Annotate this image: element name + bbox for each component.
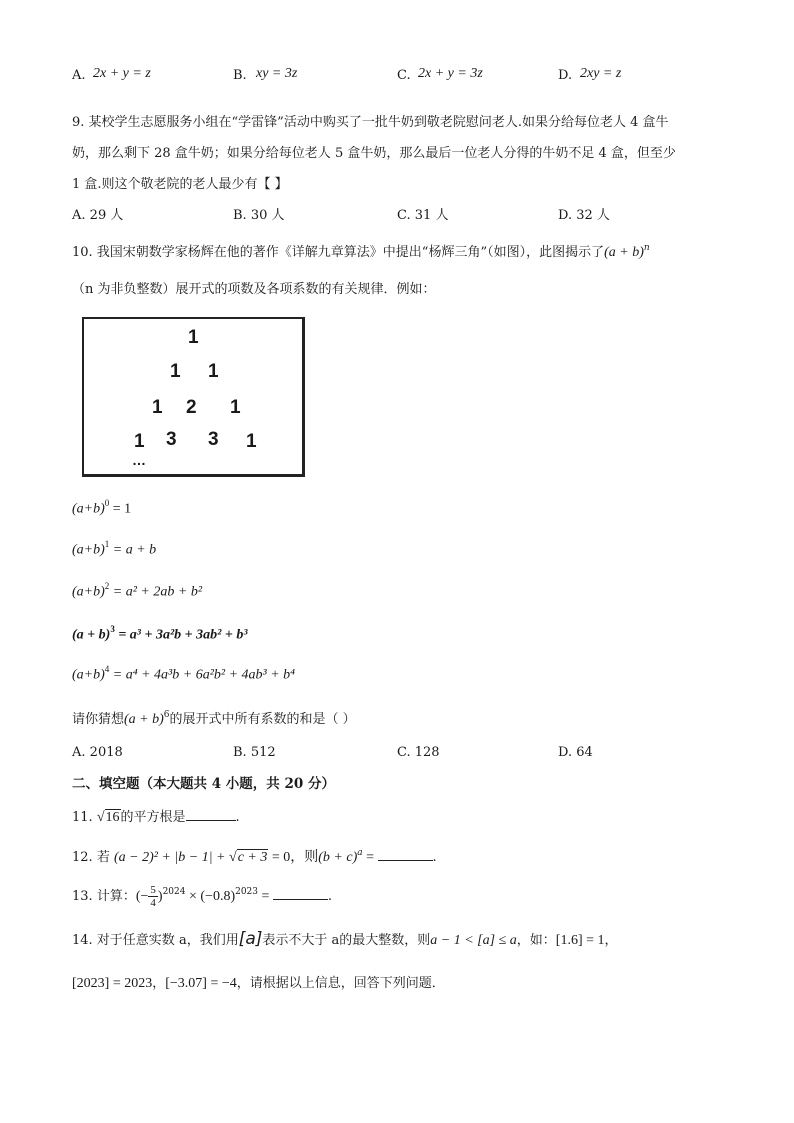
q10-line-1: 10. 我国宋朝数学家杨辉在他的著作《详解九章算法》中提出“杨辉三角”（如图），此图揭示了$(a + b)^n$ [72, 242, 650, 260]
q8-option-b: xy = 3z [256, 66, 298, 81]
question-12: 12. 若 (a − 2)² + |b − 1| + √c + 3 = 0，则$(b + c)^a$ = . [72, 847, 437, 865]
triangle-row3-cell: 1 [230, 397, 241, 418]
q14-line-2: [2023] = 2023，[−3.07] = −4，请根据以上信息，回答下列问题． [72, 976, 445, 991]
question-13: 13. 计算：(− $\frac{5}{4}$ )$^{2024} \times (-0.8)^{2023}$ = . [72, 884, 333, 909]
expansion-eq-4: $(a+b)^4 = a^4 + 4a^3b + 6a^2b^2 + 4ab^3 + b^4$ [72, 664, 296, 683]
q9-option-d: D. 32 人 [558, 208, 610, 223]
q9-line-1: 9. 某校学生志愿服务小组在“学雷锋”活动中购买了一批牛奶到敬老院慰问老人.如果分给每位老人 4 盒牛 [72, 115, 669, 130]
triangle-row4-cell: 3 [208, 429, 219, 450]
q9-option-a: A. 29 人 [72, 208, 124, 223]
triangle-row4-cell: 3 [166, 429, 177, 450]
triangle-row4-cell: 1 [246, 431, 257, 452]
q8-option-c: 2x + y = 3z [418, 66, 483, 81]
q8-option-a: 2x + y = z [93, 66, 151, 81]
q8-option-d: 2xy = z [580, 66, 622, 81]
q10-question: 请你猜想$(a + b)^6$的展开式中所有系数的和是（ ） [72, 709, 356, 727]
expansion-eq-3: $(a + b)^3 = a^3 + 3a^2b + 3ab^2 + b^3$ [72, 624, 248, 643]
triangle-row2-cell: 1 [208, 361, 219, 382]
triangle-ellipsis: … [132, 452, 146, 468]
question-11: 11. √16的平方根是 . [72, 810, 240, 825]
q8-option-b-letter: B. [233, 68, 247, 83]
triangle-row4-cell: 1 [134, 431, 145, 452]
expansion-eq-2: $(a+b)^2 = a^2 + 2ab + b^2$ [72, 581, 203, 600]
section-2-title: 二、填空题（本大题共 4 小题，共 20 分） [72, 776, 335, 792]
expansion-eq-0: $(a+b)^0 = 1$ [72, 498, 132, 517]
q8-option-d-letter: D. [558, 68, 573, 83]
q10-option-b: B. 512 [233, 745, 276, 760]
q8-option-c-letter: C. [397, 68, 411, 83]
q12-answer-blank [378, 859, 433, 861]
q13-answer-blank [273, 898, 328, 900]
q9-line-3: 1 盒.则这个敬老院的老人最少有【 】 [72, 177, 288, 192]
triangle-row3-cell: 1 [152, 397, 163, 418]
q10-line-2: （n 为非负整数）展开式的项数及各项系数的有关规律．例如： [72, 282, 436, 297]
triangle-row1-cell: 1 [188, 327, 199, 348]
q9-option-b: B. 30 人 [233, 208, 285, 223]
triangle-row3-cell: 2 [186, 397, 197, 418]
q8-option-a-letter: A. [72, 68, 86, 83]
q10-option-a: A. 2018 [72, 745, 123, 760]
yang-hui-triangle-figure [82, 317, 305, 477]
q9-option-c: C. 31 人 [397, 208, 449, 223]
q11-answer-blank [186, 819, 236, 821]
q10-option-c: C. 128 [397, 745, 440, 760]
q10-option-d: D. 64 [558, 745, 593, 760]
triangle-row2-cell: 1 [170, 361, 181, 382]
expansion-eq-1: $(a+b)^1 = a + b$ [72, 539, 157, 558]
q14-line-1: 14. 对于任意实数 a，我们用[a]表示不大于 a的最大整数，则a − 1 < [a] ≤ a，如：[1.6] = 1， [72, 929, 618, 949]
q9-line-2: 奶，那么剩下 28 盒牛奶；如果分给每位老人 5 盒牛奶，那么最后一位老人分得的牛奶不足 4 盒，但至少 [72, 146, 676, 161]
